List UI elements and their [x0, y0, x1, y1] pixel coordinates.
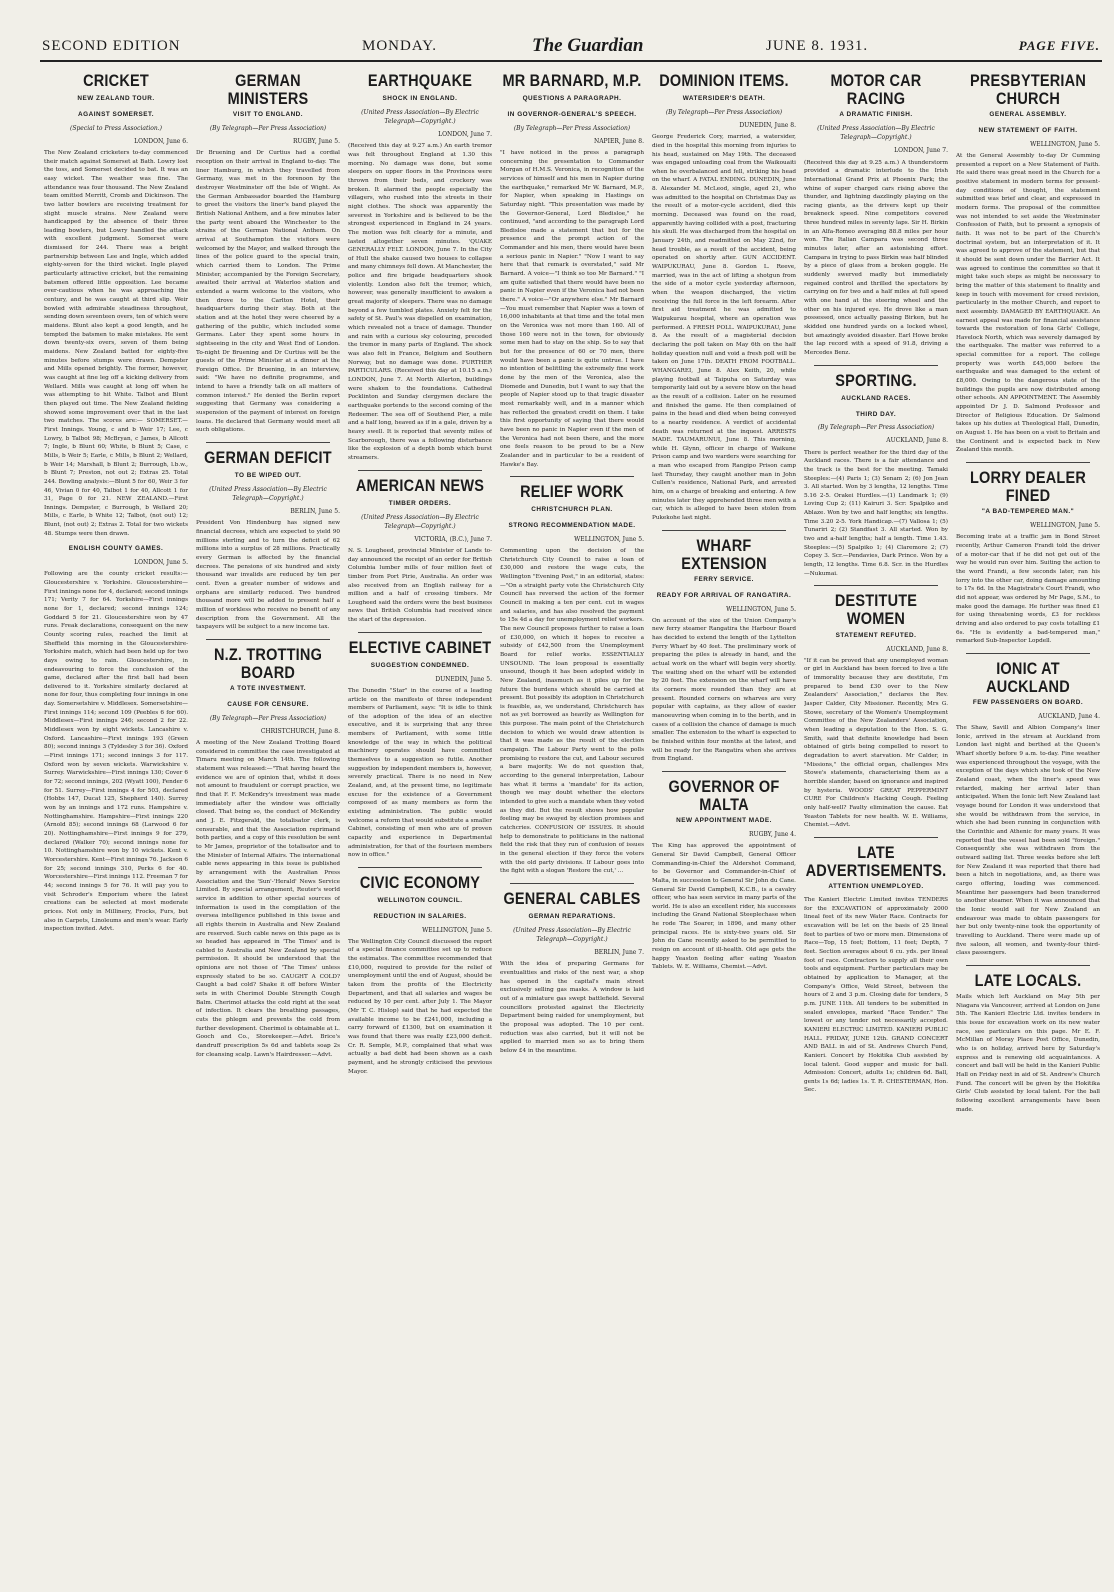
article-dateline: WELLINGTON, June 5. — [1030, 140, 1100, 148]
article-dateline: RUGBY, June 4. — [749, 831, 796, 839]
article-body: Dr Bruening and Dr Curtius had a cordial reception on their arrival in England to-day. The liner Hamburg, in which they travelled from Germany, was met in the forenoon by the destroyer Westminster off the Isle of Wight. As the German Ambassador boarded the Hamburg to greet the visitors the liner's band played the British National Anthem, and a few minutes later the party went aboard the Winchester to the strains of the German National Anthem. On arrival at Southampton the visitors were welcomed by the Mayor, and walked through the lines of the police guard to the special train, which carried them to London. The Prime Minister, accompanied by the Foreign Secretary, awaited their arrival at Waterloo station and extended a warm welcome to the visitors, who then drove to the Carlton Hotel, their headquarters during their stay. Both at the station and at the hotel they were cheered by a gathering of the public, which included some Germans. Later they spent some hours in sightseeing in the city and West End of London. To-night Dr Bruening and Dr Curtius will be the guests of the Prime Minister at a dinner at the Foreign Office. Dr Bruening, in an interview, said: "We have no definite programme, and intend to have a friendly talk on all matters of common interest." He denied the Berlin report suggesting that Germany was considering a suspension of the payment of interest on foreign loans. He declared that Germany would meet all such obligations. — [196, 150, 340, 434]
article-subhead: WELLINGTON COUNCIL. — [377, 897, 463, 905]
article — [804, 837, 948, 1095]
article-dateline: RUGBY, June 5. — [293, 138, 340, 146]
article-body: "If it can be proved that any unemployed woman or girl in Auckland has been forced to live a life of immorality because they are destitute, I'm prepared to bend £30 over to the New Zealanders' Association," declares the Rev. Jasper Calder, City Missioner. Recently, Mrs G. Stowe, secretary of the Women's Unemployment Committee of the New Zealanders' Association, when leading a deputation to the Hon. S. G. Smith, said that definite knowledge had been obtained of girls being compelled to resort to degradation to avert starvation. Mr Calder, in "Missions," the official organ, challenges Mrs Stowe's statements, characterising them as a horrible slander, based on ignorance and inspired by hysteria. WOODS' GREAT PEPPERMINT CURE For Children's Hacking Cough. Feeling only half-well? Faulty elimination the cause. Eat Yeaston Tablets for new health. W. E. Williams, Chemist.—Advt. — [804, 657, 948, 829]
article-body: The Kanieri Electric Limited invites TENDERS for the EXCAVATION of approximately 2000 lineal feet of its new Water Race. Contracts for excavation will be let on the basis of 25 lineal feet to parties of two or more men. Dimensions of Race—Top, 15 feet; Bottom, 11 feet; Depth, 7 feet. Section averages about 6 cu. yds. per lineal foot of race. Contractors to supply all their own tools and equipment. Further particulars may be obtained by application to Manager, at the Company's Office, Weld Street, between the hours of 2 and 3 p.m. Closing date for tenders, 5 p.m. JUNE 11th. All tenders to be submitted in sealed envelopes, marked "Race Tender." The lowest or any tender not necessarily accepted. KANIERI ELECTRIC LIMITED. KANIERI PUBLIC HALL. FRIDAY, JUNE 12th. GRAND CONCERT AND BALL in aid of St. Andrews Church Fund, Kanieri. Concert by Hokitika Club assisted by local talent. Good supper and music for ball. Admission: Concert, adults 1s; children 6d. Ball, gents 1s 6d; ladies 1s. T. R. CHESTERMAN, Hon. Sec. — [804, 897, 948, 1094]
article-headline: LORRY DEALER FINED — [970, 469, 1086, 507]
article-headline: LATE ADVERTISEMENTS. — [805, 843, 947, 881]
article-dateline: AUCKLAND, June 4. — [1038, 713, 1100, 721]
article — [956, 965, 1100, 1114]
article-headline: MR BARNARD, M.P. — [502, 72, 642, 91]
column-2 — [196, 66, 340, 1582]
article-headline: RELIEF WORK — [520, 483, 624, 502]
article-body: (Received this day at 9.27 a.m.) An earth tremor was felt throughout England at 1.30 this morning. No damage was done, but some sleepers on upper floors in the Provinces were thrown from their beds, and crockery was broken. It alarmed the people especially the villagers, who rushed into the streets in their night clothes. The shock was apparently the severest in Yorkshire and is believed to be the strongest experienced in England in 24 years. The motion was felt clearly for a minute, and lasted altogether seven minutes. 'QUAKE GENERALLY FELT. LONDON, June 7. In the City of Hull the shake caused two houses to collapse and many chimneys fell down. At Manchester, the police and fire brigade headquarters shook violently. London also felt the tremor, which, however, was generally insufficient to awaken a great majority of sleepers. There was no damage beyond a few tumbled plates. Anxiety felt for the safety of St. Paul's was dispelled on examination, which revealed not a trace of damage. Thunder and rain with a curious sky colouring, preceded the tremor in many parts of England. The shock was also felt in France, Belgium and Southern Norway, but no damage was done. FURTHER PARTICULARS. (Received this day at 10.15 a.m.) LONDON, June 7. At North Allerton, buildings were shaken to the foundations. Cathedral Pocklinton and Sunday clergymen declare the earthquake portends to the second coming of the Redeemer. The sea off of Southend Pier, a mile and a half long, heaved as if in a gale, driven by a heavy swell. It is reported that seventy miles of Scarborough, there was a following disturbance like the explosion of a depth bomb which burst streamers. — [348, 143, 492, 461]
date-label: JUNE 8. 1931. — [766, 38, 869, 54]
article — [956, 653, 1100, 958]
article-separator — [814, 365, 938, 366]
article — [500, 72, 644, 469]
article-body: The King has approved the appointment of General Sir David Campbell, General Officer Commanding-in-Chief the Aldershot Command, to be Governor and Commander-in-Chief of Malta, in succession to General Sir John du Cane. General Sir David Campbell, K.C.B., is a cavalry officer, who has seen service in many parts of the world. He is also an excellent rider, his successes including the Grand National Steeplechase when he rode The Soarer, in 1896, and many other principal races. He is sixty-two years old. Sir John du Cane recently asked to be permitted to resign on account of ill-health. Old age gets the happy Yeaston feeling after eating Yeaston Tablets. W. E. Williams, Chemist.—Advt. — [652, 843, 796, 971]
article-separator — [206, 639, 330, 640]
article-subhead: GERMAN REPARATIONS. — [528, 913, 616, 921]
article-body: The New Zealand cricketers to-day commenced their match against Somerset at Bath. Lowry lost the toss, and Somerset decided to bat. It was an easy wicket. The weather was fine. The attendance was four thousand. The New Zealand team omitted Merritt, Cromb and Dickinson. The two latter bowlers are receiving treatment for slight muscle strains. New Zealand were handicapped by the absence of their three leading bowlers, but Lowry handled the attack with excellent judgment. Somerset were dismissed for 244. There was a bright partnership between Lee and Ingle, which added eighty-seven for the third wicket. Ingle played particularly attractive cricket, but the remaining batsmen offered little opposition. Lee became over-cautious when he was approaching the century, and he was caught at third slip. Weir bowled with admirable steadiness throughout, sending down seventeen overs, ten of which were maidens. Blunt also kept a good length, and he tempted the batsmen to make mistakes. He sent down twenty-six overs, seven of them being maidens. New Zealand batted for eighty-five minutes before stumps were drawn. Dempster and Mills opened brightly. The former, however, was caught at fine leg off a kicking delivery from Wellard. Mills was caught at long off when he was attempting to hit White. Talbot and Blunt then played out time. The New Zealand fielding showed some improvement over that in the last two matches. The scores are:— SOMERSET.—First Innings. Young, c and b Weir 17; Lee, c Lowry, b Talbot 98; McBryan, c James, b Allcott 7; Ingle, b Blunt 60; White, b Blunt 5; Case, c Mills, b Weir 5; Earle, c Mills, b Blunt 2; Wellard, b Weir 14; Marshall, b Blunt 2; Burrough, l.b.w., b Blunt 7; Preston, not out 2; Extras 25. Total 244. Bowling analysis:—Blunt 5 for 60, Weir 3 for 46, Vivian 0 for 40, Talbot 1 for 40, Allcott 1 for 31, Page 0 for 21. NEW ZEALAND.—First Innings. Dempster, c Burrough, b Wellard 20; Mills, c Earle, b White 12; Talbot, (not out) 12; Blunt, (not out) 2; Extras 2. Total for two wickets 48. Stumps were then drawn. — [44, 149, 188, 537]
article-credit: (United Press Association—By Electric Telegraph—Copyright.) — [817, 125, 935, 142]
article-subhead: FERRY SERVICE. — [694, 576, 754, 584]
article-dateline: LONDON, June 6. — [134, 137, 188, 145]
article-dateline: BERLIN, June 5. — [290, 508, 340, 516]
article-subhead: A DRAMATIC FINISH. — [839, 111, 913, 119]
article-separator — [358, 867, 482, 868]
article-separator — [358, 470, 482, 471]
masthead-rule — [40, 60, 1102, 62]
article-credit: (By Telegraph—Per Press Association) — [817, 424, 935, 432]
article-subhead: TIMBER ORDERS. — [388, 499, 452, 507]
article-separator — [510, 883, 634, 884]
column-3 — [348, 66, 492, 1582]
article-dateline: WELLINGTON, June 5. — [1030, 522, 1100, 530]
article-separator — [510, 476, 634, 477]
article-dateline: CHRISTCHURCH, June 8. — [260, 727, 340, 735]
article-headline: N.Z. TROTTING BOARD — [213, 645, 323, 683]
article-subhead: TO BE WIPED OUT. — [234, 472, 302, 480]
article-credit: (United Press Association—By Electric Telegraph—Copyright.) — [361, 513, 479, 530]
column-4 — [500, 66, 644, 1582]
article-headline: LATE LOCALS. — [974, 971, 1082, 991]
article-subhead: VISIT TO ENGLAND. — [232, 111, 304, 119]
article — [956, 72, 1100, 455]
article-headline: SPORTING. — [835, 371, 917, 391]
article-body: (Received this day at 9.25 a.m.) A thunderstorm provided a dramatic interlude to the Irish International Grand Prix at Phoenix Park; the whine of super charged cars rising above the thunder, and lightning dazzlingly playing on the racing giants, as the drivers kept up their breakneck speed. Nine competitors covered three hundred miles in seventy laps. Sir H. Birkin in an Alfa-Romeo averaging 88.8 miles per hour won. The Italian Campara was second three minutes later, after an astonishing effort. Campara in trying to pass Birkin was half blinded by a piece of glass from a broken goggle. He suddenly swerved madly but immediately regained control and thrilled the spectators by carrying on for two and a half miles at full speed with one hand at the steering wheel and the other on his injured eye. He drove like a man possessed, once actually passing Birken, but he skidded one hundred yards on a locked wheel, but amazingly avoided disaster. Earl Howe broke the lap record with a speed of 91.8, driving a Mercedes Benz. — [804, 159, 948, 356]
masthead — [40, 36, 1100, 58]
article-subhead: ATTENTION UNEMPLOYED. — [828, 883, 924, 891]
article-body: There is perfect weather for the third day of the Auckland races. There is a fair attendance and the track is the best for the meeting. Tamaki Steeples:—(4) Paris 1; (3) Senam 2; (6) Jon Jean 3. All started. Won by 3 lengths, 12 lengths. Time 5.16 2-5. Orakei Hurdles.—(1) Landmark 1; (9) Loving Cup 2; (11) Kairuri 3. Scr: Spalpiko and Ablaze. Won by two and half lengths; six lengths. Time 3.20 2-5. York Handicap.—(7) Vallosa 1; (5) Tunariri 2; (2) Standfast 3. All started. Won by two and a-half lengths; half a length. Time 1.43. Steeples:—(5) Spalpiko 1; (4) Claremore 2; (7) Copey 3. Scr.—Pendavies, Dark Prince. Won by a length, 12 lengths. Time 6.8. Scr. in the Hurdles—Nukumai. — [804, 449, 948, 577]
article-subhead: CAUSE FOR CENSURE. — [227, 701, 309, 709]
article-separator — [966, 462, 1090, 463]
article-dateline: WELLINGTON, June 5. — [574, 535, 644, 543]
article — [44, 72, 188, 934]
article-dateline: LONDON, June 7. — [894, 147, 948, 155]
article-separator — [206, 442, 330, 443]
article-headline: WHARF EXTENSION — [681, 536, 767, 574]
article-credit: (United Press Association—By Electric Telegraph—Copyright.) — [209, 486, 327, 503]
article-subhead: A TOTE INVESTMENT. — [229, 685, 307, 693]
article-body: President Von Hindenburg has signed new financial decrees, which are expected to yield 90 millions sterling and to turn the deficit of 62 millions into a surplus of 28 millions. Practically every German is affected by the financial decrees. The pensions of six hundred and sixty thousand war invalids are reduced by ten per cent. Even a greater number of widows and orphans are similarly reduced. Two hundred thousand more will be added to present half a million of workless who receive no benefit of any description from the Government. All the taxpayers will be subject to a new income tax. — [196, 520, 340, 631]
article — [348, 632, 492, 860]
article — [196, 639, 340, 1059]
article-separator — [662, 771, 786, 772]
article-body: Becoming irate at a traffic jam in Bond Street recently, Arthur Cameron Frandi told the driver of a motor-car that if he did not get out of the way he would run over him. Suiting the action to the word Frandi, a few seconds later, ran his lorry into the other car, doing damage amounting to 17s 6d. In the Magistrate's Court Frandi, who did not appear, was ordered by Mr Page, S.M., to make good the damage. He further was fined £1 for using threatening words, £3 for reckless driving and also ordered to pay costs totalling £1 6s. "He is evidently a bad-tempered man," remarked Sub-Inspector Lopdell. — [956, 534, 1100, 645]
article — [348, 470, 492, 625]
article-headline: MOTOR CAR RACING — [830, 72, 922, 110]
article-dateline: NAPIER, June 8. — [593, 137, 644, 145]
article-dateline: WELLINGTON, June 5. — [422, 926, 492, 934]
article-subhead: CHRISTCHURCH PLAN. — [531, 506, 613, 514]
article — [652, 771, 796, 972]
article-credit: (United Press Association—By Electric Telegraph—Copyright.) — [361, 108, 479, 126]
article-headline: GERMAN MINISTERS — [227, 72, 309, 110]
article-dateline: DUNEDIN, June 5. — [435, 675, 492, 683]
article-body: N. S. Lougheed, provincial Minister of Lands to-day announced the receipt of an order for British Columbia lumber mills of four million feet of timber from Port Pirie, Australia. An order was also received from an English railway for a million and a half of crossing timbers. Mr Lougheed said the orders were the best business news that British Columbia had received since the start of the depression. — [348, 547, 492, 624]
article-credit: (United Press Association—By Electric Telegraph—Copyright.) — [513, 926, 631, 944]
article-body: The Dunedin "Star" in the course of a leading article on the manifesto of three independent members of Parliament, says: "It is idle to think of the adoption of the idea of an elective executive, and it is surprising that any three members of Parliament, with some little knowledge of the way in which the political machinery operates should have committed themselves to a suggestion so futile. Another suggestion by independent members is, however, severely practical. There is no need in New Zealand, and, at the present time, no legitimate excuse for the existence of a Government composed of as many members as form the existing administration. The public would welcome a reform that would substitute a smaller Cabinet, consisting of men who are of proven capacity and experience in Departmental administration, for that of the fourteen members now in office." — [348, 687, 492, 859]
day-label: MONDAY. — [362, 38, 437, 54]
article-body: A meeting of the New Zealand Trotting Board considered in committee the case investigated at Timaru meeting on March 14th. The following statement was released:—"That having heard the evidence we are of opinion that, whilst it does not amount to fraudulent or corrupt practice, we find that F. F. McKendry's investment was made immediately after the window was officially closed. That being so, the conduct of McKendry and J. E. Fitzgerald, the totalisator clerk, is censurable, and that the Association reprimand both parties, and a copy of this resolution be sent to Mr James, proprietor of the totalisator and to the Minister of Internal Affairs. The international cable news appearing in this issue is published by arrangement with the Australian Press Association and the 'Sun'-'Herald' News Service Limited. By special arrangement, Reuter's world service in addition to other special sources of information is used in the compilation of the oversea intelligence published in this issue and all rights therein in Australia and New Zealand are reserved. Such cable news on this page as is so headed has appeared in 'The Times' and is cabled to Australia and New Zealand by special permission. It should be understood that the opinions are not those of 'The Times' unless expressly stated to be so. CAUGHT A COLD? Caught a bad cold? Shake it off before Winter sets in with Cherimol Double Strength Cough Balm. Cherimol attacks the cold right at the seat of infection. It clears the breathing passages, cuts the phlegm and prevents the cold from further development. Cherimol is obtainable at L. Gooch and Co., Storekeeper.—Advt. Brice's dandruff prescription 5s 6d and tablets soap 2s for cleansing scalp. Lawn's Hairdresser.—Advt. — [196, 740, 340, 1058]
article-headline: PRESBYTERIAN CHURCH — [970, 72, 1086, 110]
article — [196, 442, 340, 632]
article-body: George Frederick Cory, married, a watersider, died in the hospital this morning from injuries to his head, sustained on May 19th. The deceased was engaged unloading coal from the Waikouaiti when he overbalanced and fell, striking his head on the wharf. A FATAL ENDING. DUNEDIN, June 8. Alexander M. McLeod, single, aged 21, who was admitted to the hospital on Christmas Day as the result of a motor-cycle accident, died this morning. Deceased was found on the road, apparently having collided with a post, fracturing his skull. He was discharged from the hospital on January 24th, and readmitted on May 22nd, for head trouble, as a result of the accident, being operated on shortly after. GUN ACCIDENT. WAIPUKURAU, June 8. Gordon L. Reeve, married, was in the act of lifting a shotgun from the side of a motor cycle yesterday afternoon, when the weapon discharged, the victim receiving the full force in the left forearm. After first aid treatment he was admitted to Waipukurau hospital, where an operation was performed. A FRESH POLL. WAIPUKURAU, June 8. As the result of a magisterial decision declaring the poll taken on May 6th on the half holiday question null and void a fresh poll will be taken on June 17th. DEATH FROM FOOTBALL. WHANGAREI, June 8. Alex Keith, 20, while playing football at Taipuha on Saturday was temporarily laid out by a severe blow on the head as the result of a collision. Later on he resumed and finished the game. He then complained of pains in the head and died when being conveyed to a nearby residence. A verdict of accidental death was returned at the inquest. ARRESTS MADE. TAUMARUNUI, June 8. This morning, while H. Glynn, officer in charge of Waikune Prison camp and two warders were searching for a man who escaped from Rangipo Prison camp last Thursday, they caught another man in John Cullen's residence, National Park, and arrested him, on a charge of breaking and entering. A few minutes later they apprehended three men with a car, which is alleged to have been stolen from Pukekohe last night. — [652, 134, 796, 522]
article-headline: DESTITUTE WOMEN — [834, 592, 918, 630]
article-body: The Wellington City Council discussed the report of a special finance committee set up to reduce the estimates. The committee recommended that £10,000, required to provide for the relief of unemployment until the end of August, should be taken from the profits of the Electricity Department, and that all salaries and wages be reduced by 10 per cent. after July 1. The Mayor (Mr T. C. Hislop) said that he had expected the available income to be £241,000, including a carry forward of £1300, but on examination it was found that there was really £23,000 deficit. Cr. R. Semple, M.P., complained that what was actually a bad debt had been shown as a cash payment, and he strongly criticised the previous Mayor. — [348, 938, 492, 1075]
article-subhead: THIRD DAY. — [855, 410, 897, 418]
article-headline: CRICKET — [83, 72, 149, 91]
article-separator — [662, 530, 786, 531]
article-subhead: QUESTIONS A PARAGRAPH. — [522, 95, 622, 103]
article-subhead: AUCKLAND RACES. — [841, 394, 911, 402]
article — [348, 72, 492, 463]
column-1 — [44, 66, 188, 1582]
column-5 — [652, 66, 796, 1582]
article-dateline: AUCKLAND, June 8. — [886, 645, 948, 653]
article-subhead: NEW ZEALAND TOUR. — [77, 95, 155, 103]
article-separator — [358, 632, 482, 633]
article-dateline: VICTORIA, (B.C.), June 7. — [414, 535, 492, 543]
article — [500, 476, 644, 876]
article — [652, 72, 796, 523]
article-headline: ELECTIVE CABINET — [348, 638, 492, 658]
article-separator — [814, 837, 938, 838]
article-subhead: SUGGESTION CONDEMNED. — [370, 662, 470, 670]
article-headline: DOMINION ITEMS. — [659, 72, 789, 91]
article-body: Mails which left Auckland on May 5th per Niagara via Vancouver, arrived at London on June 5th. The Kanieri Electric Ltd. invites tenders in this issue for excavation work on its new water race, see particulars on this page. Mr E. F. McMillan of Moray Place Post Office, Dunedin, who is on holiday, arrived here by Saturday's express and is renewing old acquaintances. A concert and ball will be held in the Kanieri Public Hall on Friday next in aid of St. Andrew's Church Fund. The concert will be given by the Hokitika Girls' Club assisted by local talent. For the ball following excellent arrangements have been made. — [956, 994, 1100, 1113]
article-subhead: GENERAL ASSEMBLY. — [989, 111, 1067, 119]
article-subhead: ENGLISH COUNTY GAMES. — [68, 545, 164, 553]
paper-title: The Guardian — [532, 35, 644, 56]
article-body: "I have noticed in the press a paragraph concerning the presentation to Commander Morgan of H.M.S. Veronica, in recognition of the services of himself and his men in Napier during the earthquake," remarked Mr W. Barnard, M.P., for Napier, when speaking in Hastings on Saturday night. "This presentation was made by the Governor-General, Lord Bledisloe," he continued, "and according to the paragraph Lord Bledisloe made a statement that but for the presence and the prompt action of the Commander and his men, there would have been a serious panic in Napier." "Now I want to say here that that remark is overstated," said Mr Barnard. A voice—"I think so too Mr Barnard." "I am quite satisfied that there would have been no panic in Napier even if the Veronica had not been there." A voice—"Or anywhere else." Mr Barnard—You must remember that Napier was a town of 16,000 inhabitants at that time and the total men on the Veronica was not more than 160. All of those 160 were not in the town, for obviously some men had to stay on the ship. So to say that but for the presence of 60 or 70 men, there would have been a panic is quite untrue. I have no intention of belittling the extremely fine work done by the men of the Veronica, also the Diomede and Dunedin, but I want to say that the people of Napier stood up to that tragic disaster most remarkably well, and in a manner which has reflected the greatest credit on them. I take this first opportunity of saying that there would have been no panic in Napier even if the men of the Veronica had not been there, and the more one feels reason to be proud to be a New Zealander and in particular to be a resident of Hawke's Bay. — [500, 149, 644, 468]
article-subhead: "A BAD-TEMPERED MAN." — [981, 508, 1075, 516]
article-dateline: AUCKLAND, June 8. — [886, 437, 948, 445]
article-headline: GOVERNOR OF MALTA — [668, 777, 780, 815]
article — [196, 72, 340, 435]
article-body: With the idea of preparing Germans for eventualities and risks of the next war, a shop has opened in the capital's main street exclusively selling gas masks. A window is laid out of a miniature gas swept battlefield. Several councillors protested against the Electricity Department being raided for unemployment, but the proposal was adopted. The 10 per cent. reduction was also carried, but it will not be applied to married men so as to bring them below £4 in the meantime. — [500, 961, 644, 1054]
article-dateline: BERLIN, June 7. — [594, 949, 644, 957]
article-subhead: STRONG RECOMMENDATION MADE. — [508, 522, 636, 530]
columns-container — [40, 66, 1102, 1586]
article-subhead: NEW STATEMENT OF FAITH. — [978, 127, 1078, 135]
article-credit: (By Telegraph—Per Press Association) — [665, 108, 783, 116]
article-credit: (By Telegraph—Per Press Association) — [209, 714, 327, 722]
article-dateline: LONDON, June 7. — [438, 131, 492, 139]
article-body: On account of the size of the Union Company's new ferry steamer Rangatira the Harbour Board has decided to extend the length of the Lyttelton Ferry Wharf by 40 feet. The preliminary work of preparing the piles is already in hand, and the actual work on the wharf will begin very shortly. The waiting shed on the wharf will be extended by 20 feet. The extension on the wharf will have its corners more rounded than they are at present. Rounded corners on wharves are very popular with captains, as they allow of easier manoeuvring when coming in to the berth, and in cases of a collision the chance of damage is much smaller. The extension to the wharf is expected to be finished within four months at the latest, and will be ready for the Rangatira when she arrives from England. — [652, 617, 796, 763]
article-credit: (By Telegraph—Per Press Association) — [209, 125, 327, 133]
article-subhead: IN GOVERNOR-GENERAL'S SPEECH. — [507, 110, 637, 118]
article-separator — [966, 653, 1090, 654]
article — [956, 462, 1100, 646]
article-subhead: FEW PASSENGERS ON BOARD. — [972, 699, 1084, 707]
article — [348, 867, 492, 1076]
article-dateline: LONDON, June 5. — [134, 559, 188, 567]
article-body: Commenting upon the decision of the Christchurch City Council to raise a loan of £30,000 and restore the wage cuts, the Wellington "Evening Post," in an editorial, states:—"On a straight party vote the Christchurch City Council has reversed the action of the former Council in making a ten per cent. cut in wages and salaries, and has also resolved the payment to 15s 4d a day for unemployment relief workers. The new Council proposes further to raise a loan of £30,000, on which it hopes to receive a subsidy of £42,500 from the Unemployment Board for relief works. ESSENTIALLY UNSOUND. The loan proposal is essentially unsound, though it has been adopted widely in New Zealand, inasmuch as it piles up for the future the burdens which should be carried at present. But possibly its adoption in Christchurch is feasible, as, we understand, Christchurch has not as yet borrowed as heavily as Wellington for this purpose. The main point of the Christchurch decision to which we would draw attention is that it was made as the result of the election campaign. The Labour Party went to the polls promising to restore the cut, and Labour secured a bare majority. We do not question that, according to the general interpretation, Labour has what it terms a 'mandate' for its action, though we may doubt whether the electors intended to give such a mandate when they voted as they did. But the result shows how popular feeling may be swayed by election promises and catchcries. CONFUSION OF ISSUES. It should help to demonstrate to politicians in the national field the risk that they run of confusion of issues in the general election if they force the voters with the old party divisions. If Labour goes into the fight with a slogan 'Restore the cut,' ... — [500, 548, 644, 875]
article-body: Following are the county cricket results:— Gloucestershire v. Yorkshire. Gloucestershire—First innings none for 4, declared; second innings 171; Verity 7 for 64. Yorkshire—First innings none for 1, declared; second innings 124; Goddard 5 for 21. Gloucestershire won by 47 runs. Freak declarations, consequent on the new County scoring rules, reached the limit at Sheffield this morning in the Gloucestershire-Yorkshire match, which had been held up for two days owing to rain. Gloucestershire, in endeavouring to force the conclusion of the game, declared after the first ball had been delivered to it. Yorkshire similarly declared at none for four, thus completing four innings in one day. Somersetshire v. Middlesex. Somersetshire—First innings 114; second 109 (Peebles 6 for 60). Middlesex—First innings 246; second 2 for 22. Middlesex won by eight wickets. Lancashire v. Oxford. Lancashire—First innings 193 (Green 80); second innings 3 (Tyldesley 3 for 36). Oxford—First innings 171; second innings 3 for 117. Oxford won by seven wickets. Warwickshire v. Surrey. Warwickshire—First innings 130; Cover 6 for 72; second innings, 202 (Wyatt 100), Fender 6 for 51. Surrey—First innings 4 for 503, declared (Hobbs 147, Ducat 125, Shepherd 140). Surrey won by an innings and 172 runs. Hampshire v. Nottinghamshire. Hampshire—First innings 220 (Arnold 85); second innings 68 (Larwood 6 for 20). Nottinghamshire—First innings 9 for 279, declared (Walker 70); second innings none for 10. Nottinghamshire won by 10 wickets. Kent v. Worcestershire. Kent—First innings 76. Jackson 6 for 25; second innings 310, Perks 6 for 40. Worcestershire—First innings 112. Freeman 7 for 44; second innings 5 for 76. It will pay you to visit Schroder's Emporium where the latest creations can be selected at most moderate prices. Not only in Millinery, Frocks, Furs, but also in Carpets, Linoleums and men's wear. Early inspection invited. Advt. — [44, 571, 188, 933]
edition-label: SECOND EDITION — [42, 38, 181, 54]
article-subhead: WATERSIDER'S DEATH. — [682, 95, 766, 103]
article — [804, 585, 948, 829]
article-subhead: AGAINST SOMERSET. — [78, 110, 154, 118]
article-dateline: DUNEDIN, June 8. — [739, 122, 796, 130]
column-6 — [804, 66, 948, 1582]
article-headline: GENERAL CABLES — [503, 889, 641, 909]
article-subhead: REDUCTION IN SALARIES. — [373, 912, 467, 920]
article-separator — [966, 965, 1090, 966]
page-number: PAGE FIVE. — [1018, 38, 1100, 53]
article — [804, 72, 948, 358]
article-headline: AMERICAN NEWS — [355, 476, 485, 495]
article-body: The Shaw, Savill and Albion Company's liner Ionic, arrived in the stream at Auckland from London last night and berthed at the Queen's Wharf shortly before 9 a.m. to-day. Fine weather was experienced throughout the voyage, with the exception of the days which she took of the New Zealand coast, when the liner's speed was retarded, making her arrival later than anticipated. When the Ionic left New Zealand last voyage bound for London it was understood that she would be withdrawn from the service, in which she had been running in conjunction with the Corinthic and Athenic for many years. It was reported that the vessel had been sold "foreign." Consequently she was withdrawn from the outward sailing list. Three weeks before she left for New Zealand it was reported that there had been a hitch in negotiations, and, as there was cargo offering, loading was commenced. Meantime her passengers had been transferred to another steamer. When it was announced that the Ionic would sail for New Zealand an endeavour was made to obtain passengers for her but only twenty-nine took the opportunity of travelling to Auckland. There were made up of five saloon, all women, and twenty-four third-class passengers. — [956, 725, 1100, 957]
article-dateline: WELLINGTON, June 5. — [726, 605, 796, 613]
column-7 — [956, 66, 1100, 1582]
article-headline: CIVIC ECONOMY — [359, 873, 481, 893]
article-credit: (Special to Press Association.) — [70, 124, 162, 132]
article-subhead: STATEMENT REFUTED. — [835, 631, 917, 639]
article-headline: GERMAN DEFICIT — [204, 449, 332, 468]
article-headline: IONIC AT AUCKLAND — [986, 659, 1070, 697]
article-separator — [814, 585, 938, 586]
article-credit: (By Telegraph—Per Press Association) — [513, 124, 631, 132]
article-headline: EARTHQUAKE — [367, 72, 473, 91]
article — [804, 365, 948, 579]
article-subhead: READY FOR ARRIVAL OF RANGATIRA. — [656, 591, 792, 599]
article — [652, 530, 796, 764]
article-subhead: SHOCK IN ENGLAND. — [382, 95, 458, 103]
article-body: At the General Assembly to-day Dr Cumming presented a report on a New Statement of Faith. He said there was great need in the Church for a positive statement in modern terms for present-day conditions of thought, the statement submitted was brief and clear, and expressed in modern forms. The proposal of the committee was not intended to set aside the Westminster Confession of Faith, but to present a synopsis of faith. It was not to be part of the Church's doctrinal system, but an interpretation of it. It was agreed to approve of the statement, but that it should be sent down under the Barrier Act. It was agreed to continue the committee so that it might take such steps as might be necessary to bring the matter of this statement to finality and keep in touch with movement for creed revision, particularly in the mother Church, and report to next assembly. DAMAGED BY EARTHQUAKE. An earnest appeal was made for financial assistance towards the restoration of Iona Girls' College, Havelock North, which was severely damaged by the earthquake. The matter was referred to a special committee for a report. The college property was worth £45,000 before the earthquake and was damaged to the extent of £8,000. Owing to the dangerous state of the buildings the pupils are now distributed among other schools. AN APPOINTMENT. The Assembly appointed Dr J. D. Salmond Professor and Director of Religious Education. Dr Salmond takes up his duties at Theological Hall, Dunedin, on August 1. He has been on a visit to Britain and the Continent and is expected back in New Zealand this month. — [956, 153, 1100, 454]
article-subhead: NEW APPOINTMENT MADE. — [676, 817, 772, 825]
article — [500, 883, 644, 1056]
